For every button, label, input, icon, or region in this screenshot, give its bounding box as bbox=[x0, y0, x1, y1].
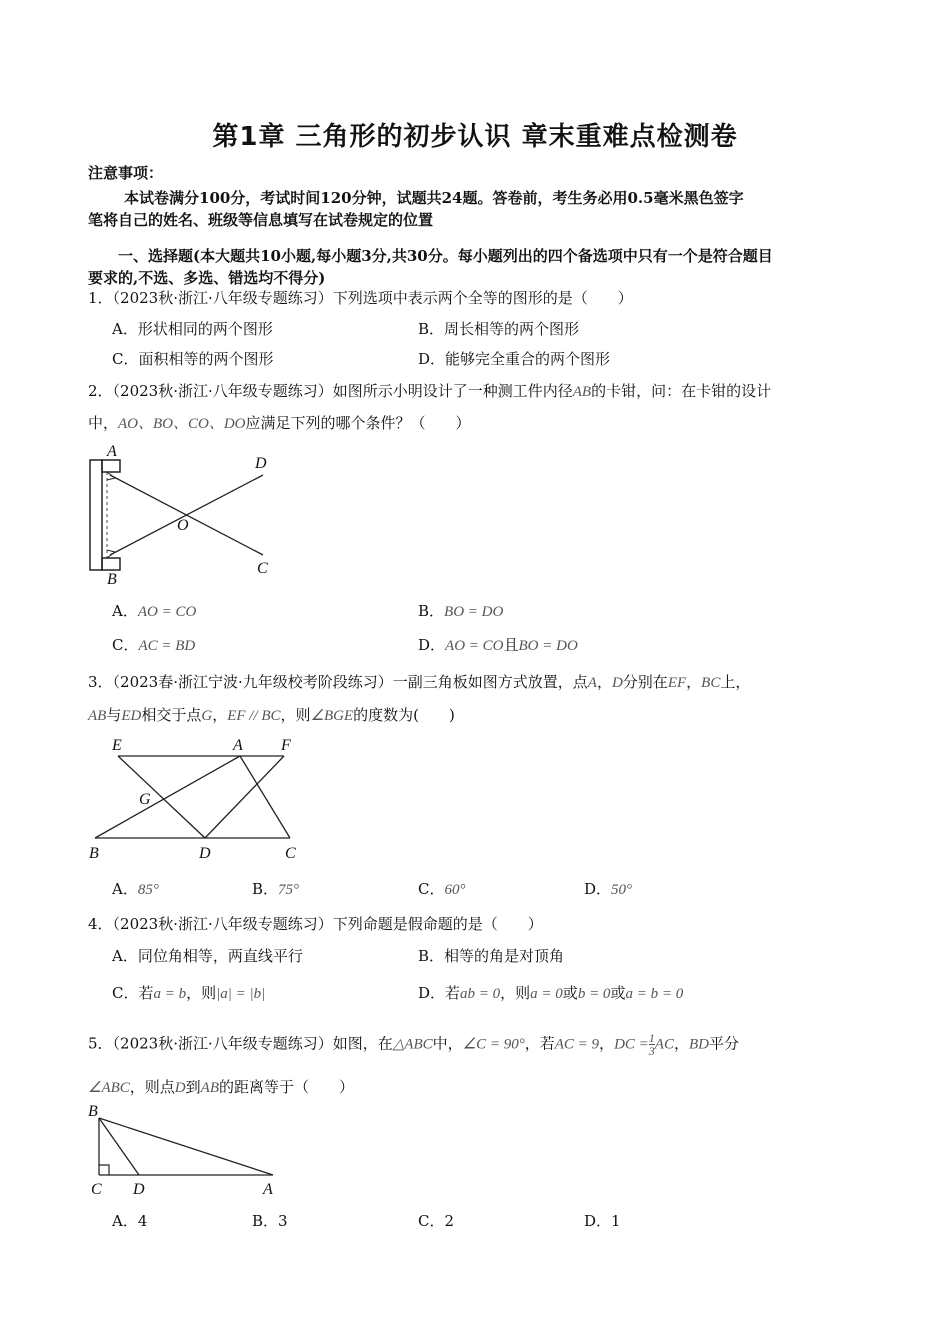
option-math: BO = DO bbox=[518, 638, 578, 654]
label-C: C bbox=[91, 1181, 102, 1198]
option-math: AO = CO bbox=[445, 638, 504, 654]
caliper-jaw-top bbox=[102, 460, 120, 472]
option-text: ，则 bbox=[500, 984, 531, 1002]
stem-math: ED bbox=[121, 708, 142, 724]
option-math: 60° bbox=[444, 882, 466, 898]
question-2-stem-line-2 bbox=[88, 412, 471, 433]
option-label: C． bbox=[112, 636, 139, 654]
option-text: 且 bbox=[503, 636, 519, 654]
stem-text: 平分 bbox=[708, 1034, 739, 1053]
stem-math: AC bbox=[654, 1036, 674, 1053]
stem-math: EF bbox=[667, 675, 687, 691]
line-ED bbox=[118, 756, 205, 838]
line-BA bbox=[99, 1118, 273, 1175]
option-text: ，则 bbox=[186, 984, 217, 1002]
stem-math: ∠BGE bbox=[310, 708, 354, 724]
option-label: D． bbox=[418, 636, 446, 654]
stem-math: ∠ABC bbox=[88, 1080, 130, 1096]
stem-text: 到 bbox=[185, 1078, 201, 1096]
option-math: BO = DO bbox=[444, 604, 504, 620]
option-label: D．若 bbox=[418, 984, 461, 1002]
label-C: C bbox=[257, 560, 268, 577]
question-5-stem-line-2 bbox=[88, 1076, 354, 1097]
question-3-option-c bbox=[418, 878, 465, 899]
option-math: |a| = |b| bbox=[216, 986, 266, 1002]
option-text: 或 bbox=[610, 984, 626, 1002]
question-4-option-a: A．同位角相等，两直线平行 bbox=[112, 947, 303, 965]
label-D: D bbox=[255, 455, 267, 472]
label-B: B bbox=[89, 845, 99, 862]
stem-math: AB bbox=[88, 708, 107, 724]
stem-text: 分别在 bbox=[622, 673, 668, 691]
option-math: ab = 0 bbox=[460, 986, 501, 1002]
question-2-stem-line-1 bbox=[88, 380, 771, 401]
stem-math: AC = 9 bbox=[554, 1036, 600, 1053]
question-4-stem: 4．（2023秋·浙江·八年级专题练习）下列命题是假命题的是（ ） bbox=[88, 915, 543, 933]
stem-text: ， bbox=[686, 673, 702, 691]
stem-math: DC = bbox=[614, 1036, 649, 1053]
question-2-option-c bbox=[112, 634, 195, 655]
option-text: 或 bbox=[562, 984, 578, 1002]
question-3-option-a bbox=[112, 878, 159, 899]
stem-text: 相交于点 bbox=[141, 706, 202, 724]
question-1-stem: 1．（2023秋·浙江·八年级专题练习）下列选项中表示两个全等的图形的是（ ） bbox=[88, 289, 633, 307]
option-math: 85° bbox=[137, 882, 159, 898]
stem-text: 5．（2023秋·浙江·八年级专题练习）如图，在 bbox=[88, 1034, 393, 1053]
option-label: B． bbox=[418, 602, 445, 620]
label-E: E bbox=[112, 737, 122, 754]
label-F: F bbox=[281, 737, 291, 754]
question-5-stem-line-1 bbox=[88, 1032, 739, 1057]
stem-text: 的距离等于（ ） bbox=[218, 1078, 354, 1096]
label-A: A bbox=[263, 1181, 273, 1198]
question-2-caliper-figure bbox=[85, 440, 285, 590]
question-4-option-b: B．相等的角是对顶角 bbox=[418, 947, 565, 965]
question-3-stem-line-1 bbox=[88, 671, 750, 692]
right-angle-mark bbox=[99, 1165, 109, 1175]
stem-text: 与 bbox=[106, 706, 122, 724]
label-B: B bbox=[88, 1103, 98, 1120]
stem-math: D bbox=[174, 1080, 186, 1096]
option-label: C． bbox=[418, 880, 445, 898]
question-2-math-segments: AO、BO、CO、DO bbox=[118, 416, 246, 432]
stem-text: 的度数为( ) bbox=[353, 706, 455, 724]
label-G: G bbox=[139, 791, 151, 808]
label-D: D bbox=[199, 845, 211, 862]
question-5-right-triangle-figure bbox=[85, 1100, 285, 1200]
question-2-option-a bbox=[112, 600, 196, 621]
option-math: a = b = 0 bbox=[625, 986, 684, 1002]
option-label: D． bbox=[584, 880, 612, 898]
line-DF bbox=[205, 756, 284, 838]
line-AC bbox=[240, 756, 290, 838]
notice-line-1: 本试卷满分100分，考试时间120分钟，试题共24题。答卷前，考生务必用0.5毫米黑色签字 bbox=[124, 189, 744, 207]
question-3-option-b bbox=[252, 878, 299, 899]
label-O: O bbox=[177, 517, 189, 534]
stem-text: 中， bbox=[432, 1034, 463, 1053]
label-C: C bbox=[285, 845, 296, 862]
question-3-triangle-figure bbox=[85, 732, 315, 864]
fraction-numerator: 1 bbox=[648, 1031, 655, 1045]
fraction-denominator: 3 bbox=[648, 1044, 655, 1058]
question-5-option-d: D．1 bbox=[584, 1212, 621, 1230]
option-label: B． bbox=[252, 880, 279, 898]
option-math: AO = CO bbox=[137, 604, 197, 620]
caliper-frame bbox=[90, 460, 102, 570]
line-BA bbox=[95, 756, 240, 838]
stem-text: 3．（2023春·浙江宁波·九年级校考阶段练习）一副三角板如图方式放置，点 bbox=[88, 673, 588, 691]
stem-math: BC bbox=[701, 675, 721, 691]
question-5-option-b: B．3 bbox=[252, 1212, 288, 1230]
stem-text: ， bbox=[212, 706, 228, 724]
question-2-stem-part-b: 的卡钳，问：在卡钳的设计 bbox=[591, 382, 772, 400]
question-5-option-c: C．2 bbox=[418, 1212, 455, 1230]
label-A: A bbox=[233, 737, 243, 754]
notice-heading: 注意事项： bbox=[88, 164, 164, 182]
stem-text: ，若 bbox=[524, 1034, 555, 1053]
stem-math: BD bbox=[688, 1036, 709, 1053]
stem-math: △ABC bbox=[392, 1036, 433, 1053]
option-math: 50° bbox=[611, 882, 633, 898]
page-title: 第1章 三角形的初步认识 章末重难点检测卷 bbox=[212, 122, 738, 152]
stem-text: ，则点 bbox=[129, 1078, 175, 1096]
question-2-math-ab: AB bbox=[572, 384, 592, 400]
question-3-option-d bbox=[584, 878, 632, 899]
question-1-option-d: D．能够完全重合的两个图形 bbox=[418, 350, 611, 368]
option-math: a = 0 bbox=[530, 986, 563, 1002]
option-label: A． bbox=[112, 880, 138, 898]
question-2-option-b bbox=[418, 600, 503, 621]
stem-text: 上， bbox=[720, 673, 751, 691]
question-1-option-a: A．形状相同的两个图形 bbox=[112, 320, 273, 338]
question-1-option-b: B．周长相等的两个图形 bbox=[418, 320, 580, 338]
question-5-option-a: A．4 bbox=[112, 1212, 148, 1230]
notice-line-2: 笔将自己的姓名、班级等信息填写在试卷规定的位置 bbox=[88, 211, 434, 229]
option-label: C．若 bbox=[112, 984, 154, 1002]
stem-math: EF // BC bbox=[227, 708, 281, 724]
label-A: A bbox=[107, 443, 117, 460]
option-math: a = b bbox=[153, 986, 187, 1002]
question-2-stem-part-c: 中， bbox=[88, 414, 119, 432]
question-4-option-d bbox=[418, 982, 683, 1003]
label-D: D bbox=[133, 1181, 145, 1198]
stem-text: ， bbox=[599, 1034, 615, 1053]
stem-math: G bbox=[201, 708, 213, 724]
label-B: B bbox=[107, 571, 117, 588]
question-2-option-d bbox=[418, 634, 578, 655]
question-2-stem-part-a: 2．（2023秋·浙江·八年级专题练习）如图所示小明设计了一种测工件内径 bbox=[88, 382, 573, 400]
section-heading-line-1: 一、选择题(本大题共10小题,每小题3分,共30分。每小题列出的四个备选项中只有一个是符合题目 bbox=[118, 247, 773, 265]
caliper-jaw-bottom bbox=[102, 558, 120, 570]
stem-text: ， bbox=[596, 673, 612, 691]
stem-text: ， bbox=[673, 1034, 689, 1053]
stem-math: ∠C = 90° bbox=[462, 1036, 525, 1053]
option-math: AC = BD bbox=[138, 638, 196, 654]
question-3-stem-line-2 bbox=[88, 704, 455, 725]
stem-text: ，则 bbox=[280, 706, 311, 724]
option-label: A． bbox=[112, 602, 138, 620]
stem-math: D bbox=[611, 675, 623, 691]
section-heading-line-2: 要求的,不选、多选、错选均不得分) bbox=[88, 269, 326, 287]
stem-math: A bbox=[587, 675, 597, 691]
question-4-option-c bbox=[112, 982, 265, 1003]
option-math: 75° bbox=[278, 882, 300, 898]
question-2-stem-part-d: 应满足下列的哪个条件？（ ） bbox=[245, 414, 471, 432]
question-1-option-c: C．面积相等的两个图形 bbox=[112, 350, 274, 368]
option-math: b = 0 bbox=[577, 986, 611, 1002]
stem-math: AB bbox=[200, 1080, 219, 1096]
line-BD bbox=[99, 1118, 139, 1175]
